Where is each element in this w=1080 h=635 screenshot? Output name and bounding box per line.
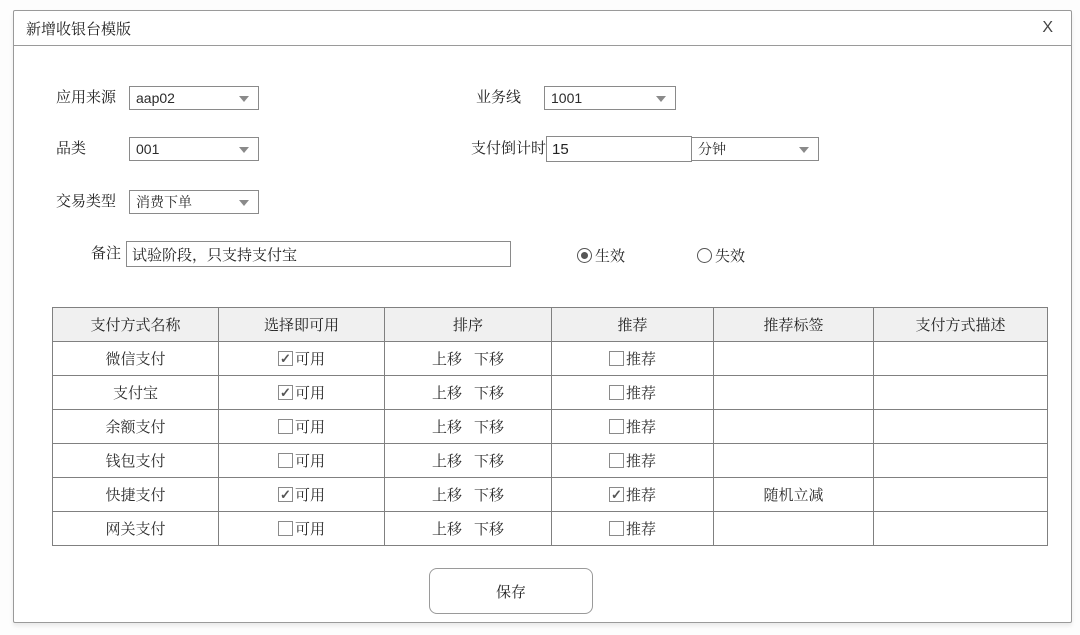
sort-cell	[385, 376, 552, 410]
recommend-tag-cell	[714, 512, 874, 546]
description-cell	[874, 478, 1048, 512]
business-line-label: 业务线	[476, 89, 522, 106]
status-radio-label: 失效	[715, 248, 746, 265]
checkbox-icon	[609, 487, 624, 502]
available-checkbox[interactable]	[278, 450, 325, 471]
available-checkbox-label: 可用	[294, 351, 325, 368]
chevron-down-icon	[239, 147, 249, 153]
description-cell	[874, 376, 1048, 410]
available-checkbox[interactable]	[278, 518, 325, 539]
recommend-checkbox[interactable]	[609, 416, 656, 437]
payment-methods-table	[52, 307, 1048, 546]
recommend-checkbox[interactable]	[609, 450, 656, 471]
sort-cell	[385, 512, 552, 546]
description-cell	[874, 444, 1048, 478]
recommend-tag-cell	[714, 376, 874, 410]
checkbox-icon	[609, 385, 624, 400]
table-header-row	[53, 308, 1048, 342]
payment-name-cell: 支付宝	[53, 376, 219, 410]
recommend-cell	[552, 444, 714, 478]
table-row	[53, 376, 1048, 410]
table-row	[53, 342, 1048, 376]
col-header-recommend: 推荐	[552, 308, 714, 342]
radio-icon	[697, 248, 712, 263]
recommend-checkbox-label: 推荐	[625, 520, 656, 538]
table-row	[53, 410, 1048, 444]
available-checkbox[interactable]	[278, 348, 325, 369]
dialog-titlebar	[14, 11, 1071, 46]
available-checkbox-label: 可用	[294, 452, 325, 470]
available-checkbox[interactable]	[278, 382, 325, 403]
recommend-cell	[552, 410, 714, 444]
business-line-value: 1001	[551, 90, 583, 106]
app-source-select[interactable]	[129, 86, 259, 110]
recommend-cell	[552, 478, 714, 512]
table-body	[53, 342, 1048, 546]
move-up-link[interactable]: 上移	[431, 351, 462, 368]
pay-countdown-label: 支付倒计时	[471, 140, 547, 157]
status-radio-option[interactable]	[577, 245, 625, 266]
col-header-available: 选择即可用	[219, 308, 385, 342]
trade-type-select[interactable]	[129, 190, 259, 214]
recommend-checkbox-label: 推荐	[625, 452, 656, 470]
move-down-link[interactable]: 下移	[474, 453, 505, 470]
checkbox-icon	[278, 385, 293, 400]
checkbox-icon	[609, 453, 624, 468]
checkbox-icon	[609, 419, 624, 434]
available-cell	[219, 478, 385, 512]
payment-name-cell: 余额支付	[53, 410, 219, 444]
available-cell	[219, 512, 385, 546]
app-source-value: aap02	[136, 90, 175, 106]
recommend-cell	[552, 342, 714, 376]
sort-cell	[385, 410, 552, 444]
recommend-tag-cell	[714, 410, 874, 444]
checkbox-icon	[278, 487, 293, 502]
save-button[interactable]: 保存	[429, 568, 593, 614]
radio-icon	[577, 248, 592, 263]
checkbox-icon	[278, 419, 293, 434]
description-cell	[874, 512, 1048, 546]
recommend-tag-cell: 随机立减	[714, 478, 874, 512]
checkbox-icon	[609, 521, 624, 536]
move-up-link[interactable]: 上移	[431, 521, 462, 538]
available-checkbox-label: 可用	[294, 418, 325, 436]
move-up-link[interactable]: 上移	[431, 487, 462, 504]
payment-name-cell: 网关支付	[53, 512, 219, 546]
recommend-checkbox[interactable]	[609, 382, 656, 403]
checkbox-icon	[278, 521, 293, 536]
checkbox-icon	[278, 351, 293, 366]
available-checkbox-label: 可用	[294, 520, 325, 538]
category-select[interactable]	[129, 137, 259, 161]
checkbox-icon	[278, 453, 293, 468]
remark-label: 备注	[91, 245, 122, 262]
description-cell	[874, 342, 1048, 376]
new-cashier-template-dialog	[13, 10, 1072, 623]
move-up-link[interactable]: 上移	[431, 385, 462, 402]
description-cell	[874, 410, 1048, 444]
dialog-title: 新增收银台模版	[26, 20, 132, 38]
move-up-link[interactable]: 上移	[431, 453, 462, 470]
recommend-checkbox[interactable]	[609, 484, 656, 505]
recommend-checkbox-label: 推荐	[625, 418, 656, 436]
trade-type-label: 交易类型	[56, 193, 117, 210]
recommend-cell	[552, 376, 714, 410]
available-checkbox[interactable]	[278, 484, 325, 505]
col-header-sort: 排序	[385, 308, 552, 342]
move-up-link[interactable]: 上移	[431, 419, 462, 436]
category-label: 品类	[56, 140, 87, 157]
move-down-link[interactable]: 下移	[474, 487, 505, 504]
table-row	[53, 478, 1048, 512]
move-down-link[interactable]: 下移	[474, 419, 505, 436]
chevron-down-icon	[239, 96, 249, 102]
sort-cell	[385, 444, 552, 478]
countdown-unit-value: 分钟	[698, 141, 726, 157]
status-radio-label: 生效	[595, 248, 626, 265]
recommend-checkbox[interactable]	[609, 348, 656, 369]
chevron-down-icon	[239, 200, 249, 206]
recommend-checkbox[interactable]	[609, 518, 656, 539]
move-down-link[interactable]: 下移	[474, 351, 505, 368]
available-checkbox[interactable]	[278, 416, 325, 437]
countdown-unit-select[interactable]	[691, 137, 819, 161]
recommend-tag-cell	[714, 444, 874, 478]
recommend-checkbox-label: 推荐	[625, 350, 656, 368]
table-row	[53, 444, 1048, 478]
status-radio-group	[577, 245, 745, 266]
col-header-description: 支付方式描述	[874, 308, 1048, 342]
sort-cell	[385, 342, 552, 376]
available-checkbox-label: 可用	[294, 385, 325, 402]
recommend-checkbox-label: 推荐	[625, 384, 656, 402]
checkbox-icon	[609, 351, 624, 366]
trade-type-value: 消费下单	[136, 194, 192, 210]
category-value: 001	[136, 141, 160, 157]
payment-name-cell: 微信支付	[53, 342, 219, 376]
col-header-recommend-tag: 推荐标签	[714, 308, 874, 342]
available-cell	[219, 444, 385, 478]
available-cell	[219, 376, 385, 410]
recommend-cell	[552, 512, 714, 546]
pay-countdown-input[interactable]	[546, 136, 692, 162]
payment-name-cell: 快捷支付	[53, 478, 219, 512]
sort-cell	[385, 478, 552, 512]
table-row	[53, 512, 1048, 546]
business-line-select[interactable]	[544, 86, 676, 110]
app-source-label: 应用来源	[56, 89, 117, 106]
move-down-link[interactable]: 下移	[474, 521, 505, 538]
status-radio-option[interactable]	[697, 245, 745, 266]
move-down-link[interactable]: 下移	[474, 385, 505, 402]
payment-name-cell: 钱包支付	[53, 444, 219, 478]
remark-input[interactable]	[126, 241, 511, 267]
available-checkbox-label: 可用	[294, 487, 325, 504]
available-cell	[219, 410, 385, 444]
recommend-checkbox-label: 推荐	[625, 487, 656, 504]
available-cell	[219, 342, 385, 376]
close-icon[interactable]: X	[1042, 19, 1053, 36]
chevron-down-icon	[656, 96, 666, 102]
col-header-payment-name: 支付方式名称	[53, 308, 219, 342]
chevron-down-icon	[799, 147, 809, 153]
recommend-tag-cell	[714, 342, 874, 376]
